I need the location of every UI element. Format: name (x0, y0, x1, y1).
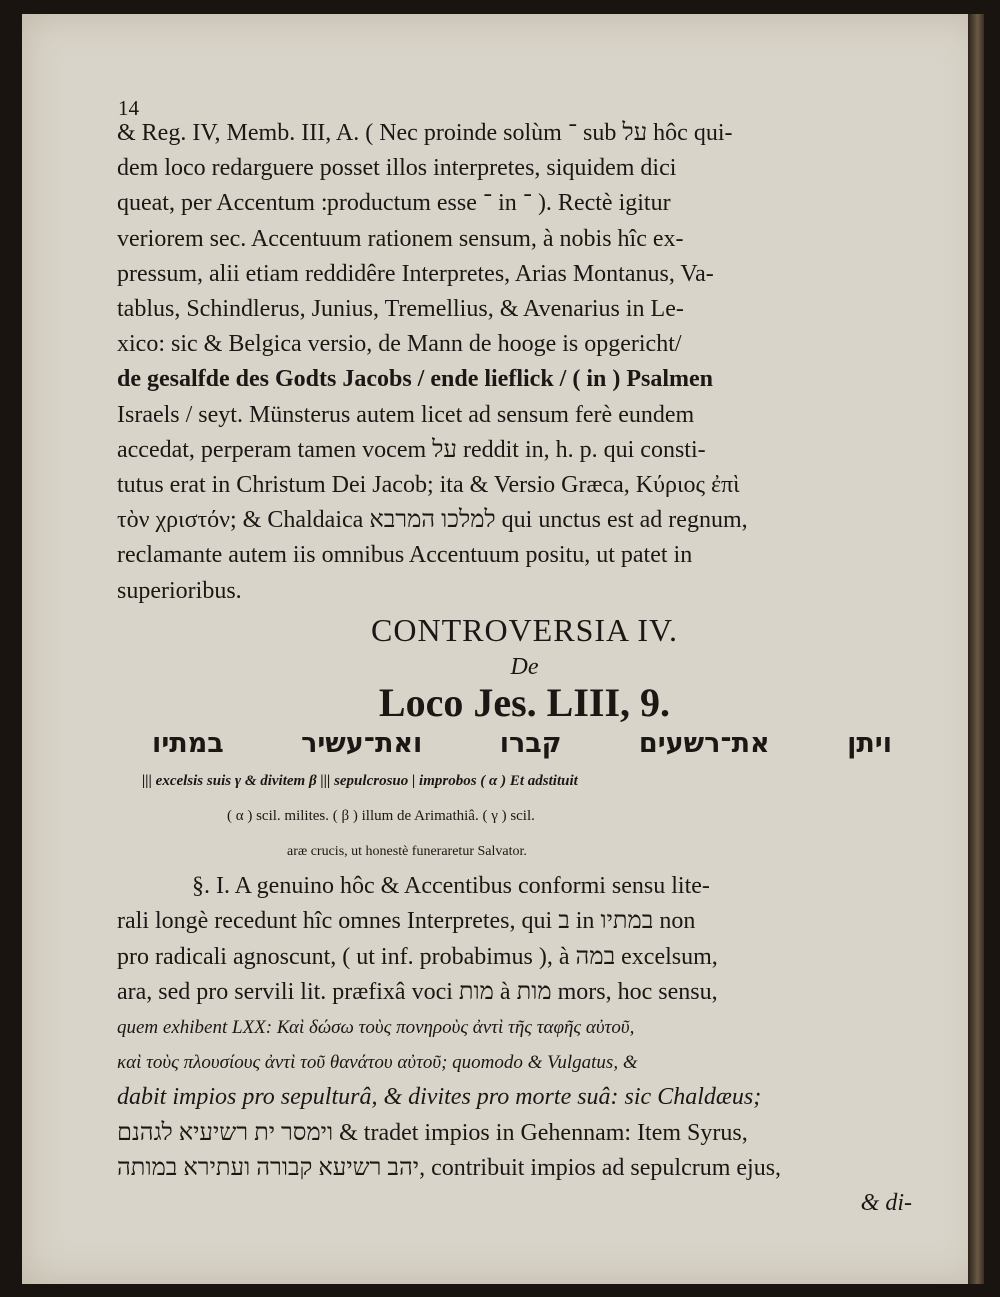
text-line: rali longè recedunt hîc omnes Interpretes, qui ב in במתיו non (117, 908, 696, 935)
text-line: §. I. A genuino hôc & Accentibus conformi sensu lite- (192, 873, 710, 900)
gloss-line: ||| excelsis suis γ & divitem β ||| sepulcrosuo | improbos ( α ) Et adstituit (142, 772, 578, 789)
note-line: ( α ) scil. milites. ( β ) illum de Arimathiâ. ( γ ) scil. (227, 807, 535, 824)
text-line: וימסר ית רשיעיא לגהנם & tradet impios in Gehennam: Item Syrus, (117, 1119, 748, 1146)
heading-loco: Loco Jes. LIII, 9. (378, 680, 671, 726)
section-heading: CONTROVERSIA IV. (371, 611, 678, 648)
hebrew-word: במתיו (152, 728, 224, 760)
text-line: accedat, perperam tamen vocem על reddit in, h. p. qui consti- (117, 436, 706, 463)
hebrew-verse (117, 726, 932, 761)
text-line: ara, sed pro servili lit. præfixâ voci מות à מות mors, hoc sensu, (117, 978, 718, 1005)
text-line: & Reg. IV, Memb. III, A. ( Nec proinde solùm ־ sub על hôc qui- (117, 120, 733, 146)
text-line: καὶ τοὺς πλουσίους ἀντὶ τοῦ θανάτου αὐτοῦ; quomodo & Vulgatus, & (117, 1052, 638, 1074)
text-line: tutus erat in Christum Dei Jacob; ita & Versio Græca, Κύριος ἐπὶ (117, 472, 740, 499)
heading-de: De (510, 654, 539, 681)
hebrew-word: קברו (499, 728, 562, 760)
text-line: pro radicali agnoscunt, ( ut inf. probabimus ), à במה excelsum, (117, 943, 718, 970)
text-line: queat, per Accentum productum esse ־ in ־ ). Rectè igitur (117, 190, 671, 217)
text-line: יהב רשיעא קבורה ועתירא במותה, contribuit impios ad sepulcrum ejus, (117, 1154, 782, 1181)
text-line: de gesalfde des Godts Jacobs / ende lieflick / ( in ) Psalmen (117, 366, 713, 393)
note-line: aræ crucis, ut honestè funeraretur Salvator. (287, 844, 527, 860)
hebrew-word: ויתן (847, 728, 892, 760)
text-line: reclamante autem iis omnibus Accentuum positu, ut patet in (117, 542, 693, 569)
hebrew-word: ואת־עשיר (301, 728, 423, 760)
page-edge (968, 14, 984, 1284)
text-line: dem loco redarguere posset illos interpretes, siquidem dici (117, 155, 677, 182)
page-number: 14 (118, 96, 139, 120)
hebrew-word: את־רשעים (638, 728, 770, 760)
catchword: & di- (860, 1190, 912, 1217)
text-line: Israels / seyt. Münsterus autem licet ad sensum ferè eundem (117, 401, 695, 428)
text-line: τὸν χριστόν; & Chaldaica למלכו המרבא qui unctus est ad regnum, (117, 507, 748, 534)
text-line: dabit impios pro sepulturâ, & divites pro morte suâ: sic Chaldæus; (117, 1084, 762, 1111)
text-line: quem exhibent LXX: Καὶ δώσω τοὺς πονηροὺς ἀντὶ τῆς ταφῆς αὐτοῦ, (117, 1017, 635, 1039)
text-line: pressum, alii etiam reddidêre Interpretes, Arias Montanus, Va- (117, 260, 714, 287)
text-line: veriorem sec. Accentuum rationem sensum, à nobis hîc ex- (117, 225, 684, 252)
text-line: superioribus. (117, 577, 242, 604)
book-page (22, 14, 984, 1284)
text-line: xico: sic & Belgica versio, de Mann de hooge is opgericht/ (117, 331, 682, 358)
page-text (117, 106, 932, 1221)
text-line: tablus, Schindlerus, Junius, Tremellius, & Avenarius in Le- (117, 296, 684, 323)
